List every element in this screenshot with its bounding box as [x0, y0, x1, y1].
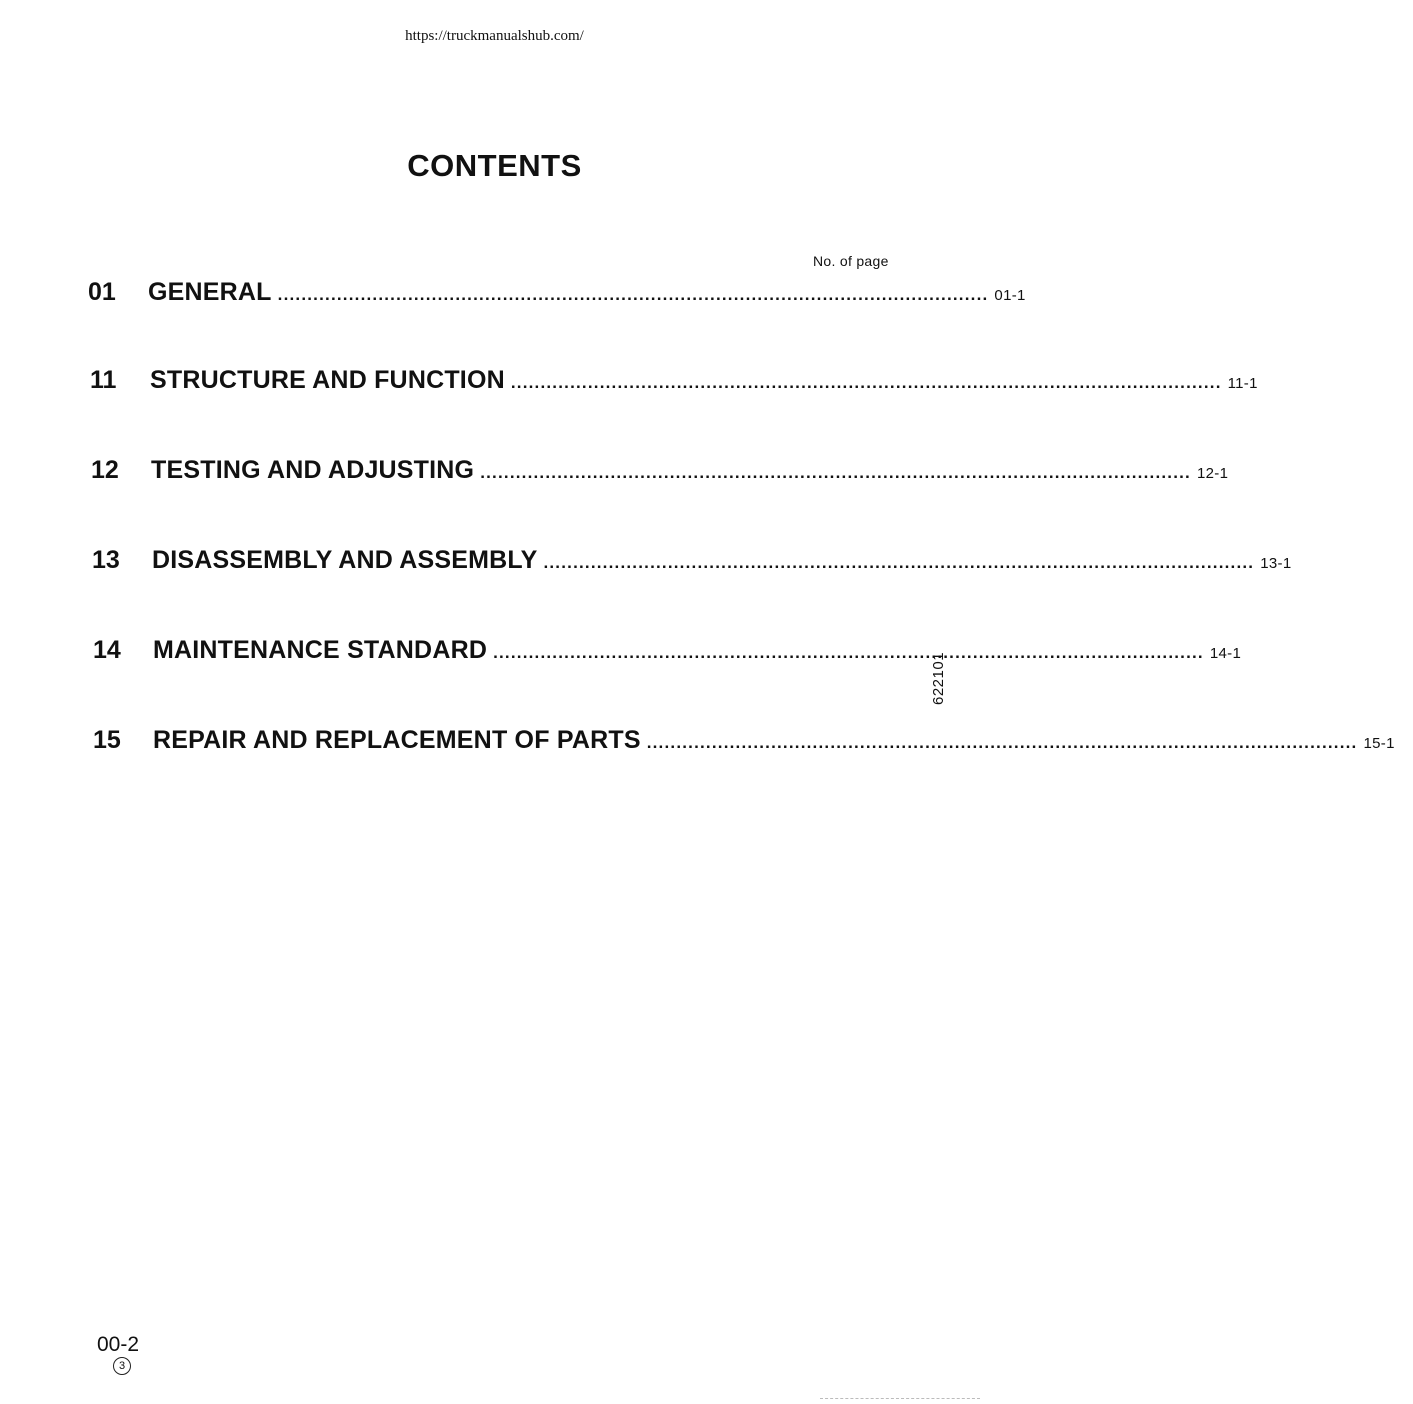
revision-circle-mark: 3	[113, 1357, 131, 1375]
page-title: CONTENTS	[407, 148, 582, 183]
toc-entry-maintenance-standard[interactable]	[93, 636, 1242, 670]
toc-leader-dots: ........................................................................................................................	[493, 643, 1204, 662]
toc-section-number: 12	[91, 456, 119, 484]
toc-section-number: 11	[90, 366, 117, 394]
toc-entry-general[interactable]	[88, 278, 1026, 312]
toc-section-title: MAINTENANCE STANDARD	[153, 636, 488, 664]
toc-section-title: TESTING AND ADJUSTING	[151, 456, 475, 484]
toc-leader-dots: ........................................................................................................................	[646, 733, 1358, 752]
toc-page-number: 01-1	[994, 287, 1026, 304]
toc-leader-dots: ........................................................................................................................	[277, 285, 989, 304]
toc-page-number: 12-1	[1196, 465, 1229, 482]
toc-page-number: 14-1	[1209, 645, 1242, 662]
footer-page-number: 00-2	[97, 1333, 140, 1356]
toc-section-title: DISASSEMBLY AND ASSEMBLY	[152, 546, 538, 574]
toc-section-number: 13	[92, 546, 120, 574]
toc-leader-dots: ........................................................................................................................	[510, 373, 1222, 392]
toc-section-number: 15	[93, 726, 121, 754]
toc-entry-repair-and-replacement[interactable]	[93, 726, 1395, 760]
toc-section-title: STRUCTURE AND FUNCTION	[150, 366, 505, 394]
toc-section-number: 01	[88, 278, 116, 306]
toc-entry-disassembly-and-assembly[interactable]	[92, 546, 1292, 580]
page-column-label: No. of page	[813, 253, 889, 269]
side-document-code: 622101	[930, 651, 947, 705]
toc-page-number: 15-1	[1363, 735, 1395, 752]
toc-leader-dots: ........................................................................................................................	[480, 463, 1191, 482]
scan-edge-artifact	[820, 1398, 980, 1400]
toc-page-number: 13-1	[1260, 555, 1292, 572]
toc-section-title: REPAIR AND REPLACEMENT OF PARTS	[153, 726, 641, 754]
toc-entry-structure-and-function[interactable]	[90, 366, 1258, 400]
toc-leader-dots: ........................................................................................................................	[543, 553, 1255, 572]
toc-section-number: 14	[93, 636, 121, 664]
toc-section-title: GENERAL	[148, 278, 272, 306]
toc-page-number: 11-1	[1227, 375, 1258, 392]
source-url[interactable]: https://truckmanualshub.com/	[405, 28, 584, 44]
toc-entry-testing-and-adjusting[interactable]	[91, 456, 1229, 490]
